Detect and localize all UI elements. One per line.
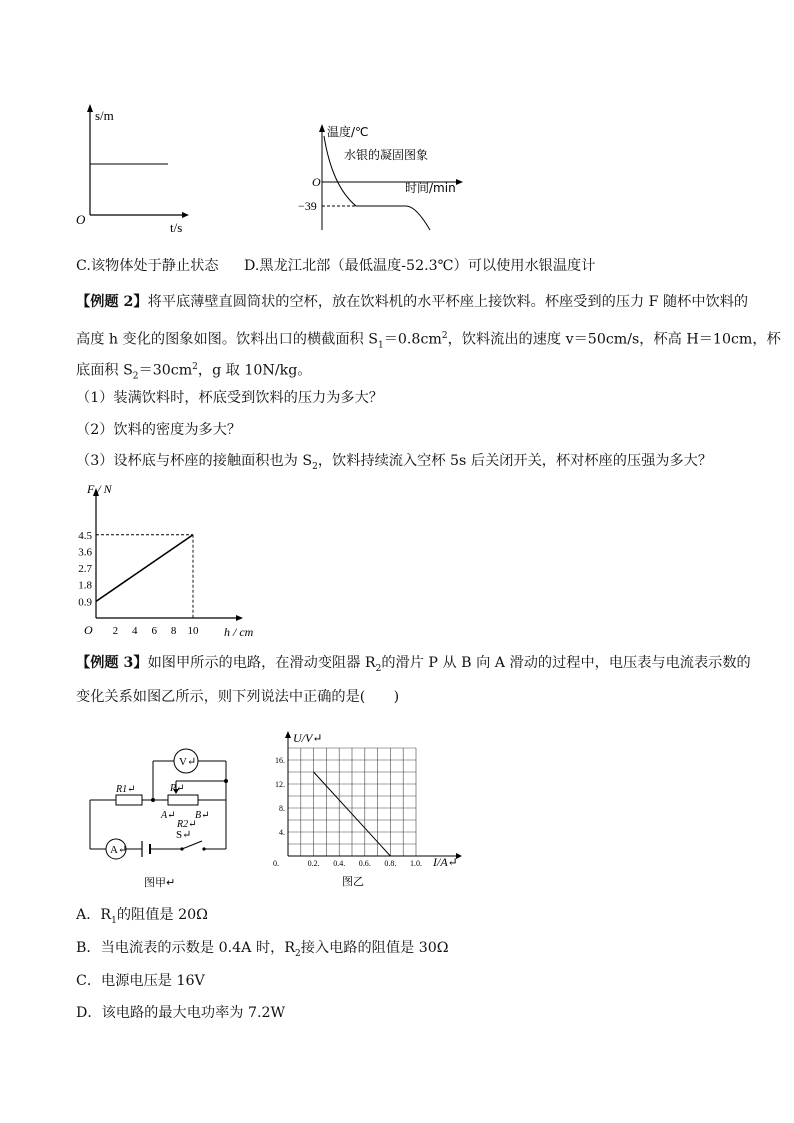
ui-caption: 图乙 bbox=[342, 875, 364, 888]
ui-y-tick: 16. bbox=[275, 756, 285, 765]
example3-line2: 变化关系如图乙所示，则下列说法中正确的是( ) bbox=[76, 689, 400, 705]
p-label: P↵ bbox=[170, 783, 185, 794]
option-b[interactable]: B．当电流表的示数是 0.4A 时，$R_2$接入电路的阻值是 30Ω bbox=[76, 940, 449, 959]
fh-y-tick: 4.5 bbox=[78, 529, 92, 542]
option-c[interactable]: C．电源电压是 16V bbox=[76, 973, 205, 989]
fh-x-label: h / cm bbox=[224, 625, 254, 639]
ui-y-tick: 4. bbox=[279, 828, 285, 837]
chart-voltage-current bbox=[262, 728, 472, 890]
ui-x-tick: 0.8. bbox=[384, 859, 397, 868]
example2-q1: （1）装满饮料时，杯底受到饮料的压力为多大？ bbox=[76, 390, 383, 406]
r1-label: R1↵ bbox=[116, 784, 136, 795]
mercury-caption: 水银的凝固图象 bbox=[344, 148, 429, 162]
switch-label: S↵ bbox=[176, 829, 192, 841]
fh-y-tick: 2.7 bbox=[78, 563, 92, 576]
ui-x-label: I/A↵ bbox=[433, 855, 458, 869]
b-end-label: B↵ bbox=[195, 810, 210, 821]
fh-x-tick: 6 bbox=[151, 625, 157, 637]
st-x-label: t/s bbox=[170, 220, 183, 235]
ui-y-label: U/V↵ bbox=[293, 731, 323, 745]
circuit-diagram bbox=[80, 745, 250, 890]
fh-x-tick: 8 bbox=[170, 625, 177, 637]
graph-st bbox=[70, 100, 200, 240]
ui-x-tick: 1.0. bbox=[410, 859, 422, 868]
mercury-tick: −39 bbox=[298, 199, 317, 213]
example2-q2: （2）饮料的密度为多大？ bbox=[76, 422, 242, 438]
switch[interactable] bbox=[182, 841, 202, 849]
chart-force-height bbox=[78, 480, 278, 642]
st-y-label: s/m bbox=[95, 108, 114, 123]
ui-y-tick: 12. bbox=[275, 780, 285, 789]
option-a[interactable]: A．$R_1$的阻值是 20Ω bbox=[76, 907, 208, 926]
ui-x-tick: 0.6. bbox=[358, 859, 371, 868]
option-d-top: D.黑龙江北部（最低温度-52.3℃）可以使用水银温度计 bbox=[244, 258, 596, 274]
ammeter-label: A↵ bbox=[110, 844, 128, 856]
mercury-origin: O bbox=[312, 175, 321, 189]
r1-resistor bbox=[116, 795, 142, 805]
fh-y-tick: 3.6 bbox=[78, 546, 92, 559]
ui-origin: 0. bbox=[273, 859, 279, 868]
fh-x-tick: 4 bbox=[132, 625, 138, 637]
graph-mercury bbox=[296, 118, 466, 238]
fh-y-label: F / N bbox=[87, 482, 112, 496]
ui-y-tick: 8. bbox=[279, 804, 285, 813]
st-origin: O bbox=[76, 212, 86, 227]
circuit-caption: 图甲↵ bbox=[144, 876, 176, 889]
example2-line2: 高度 h 变化的图象如图。饮料出口的横截面积 $S_1=0.8cm^2$，饮料流出的速度 v＝50cm/s，杯高 H＝10cm，杯 bbox=[76, 331, 781, 351]
fh-data-line bbox=[96, 535, 193, 602]
example3-line1: 【例题 3】如图甲所示的电路，在滑动变阻器 $R_2$的滑片 P 从 B 向 A 滑动的过程中，电压表与电流表示数的 bbox=[76, 655, 751, 674]
example2-tag: 【例题 2】 bbox=[76, 294, 148, 310]
r2-label: R2↵ bbox=[177, 819, 197, 830]
option-c-top: C.该物体处于静止状态 bbox=[76, 258, 219, 274]
mercury-y-label: 温度/℃ bbox=[327, 125, 369, 139]
ui-x-tick: 0.2. bbox=[307, 859, 320, 868]
example2-q3: （3）设杯底与杯座的接触面积也为 $S_2$，饮料持续流入空杯 5s 后关闭开关，杯对杯座的压强为多大？ bbox=[76, 453, 713, 472]
fh-x-tick: 2 bbox=[112, 625, 119, 637]
ui-y-arrow bbox=[285, 731, 291, 738]
fh-y-tick: 0.9 bbox=[78, 596, 92, 609]
fh-x-arrow bbox=[236, 615, 243, 621]
example3-tag: 【例题 3】 bbox=[76, 655, 148, 671]
r2-resistor bbox=[168, 795, 198, 805]
fh-y-tick: 1.8 bbox=[78, 579, 92, 592]
voltmeter-label: V↵ bbox=[179, 756, 197, 768]
a-end-label: A↵ bbox=[161, 810, 176, 821]
mercury-x-label: 时间/min bbox=[405, 181, 456, 195]
example2-line1: 【例题 2】将平底薄壁直圆筒状的空杯，放在饮料机的水平杯座上接饮料。杯座受到的压力 F 随杯中饮料的 bbox=[76, 294, 749, 310]
option-d[interactable]: D．该电路的最大电功率为 7.2W bbox=[76, 1005, 286, 1021]
example2-line3: 底面积 $S_2=30cm^2$，g 取 10N/kg。 bbox=[76, 362, 312, 382]
fh-origin: O bbox=[84, 623, 93, 637]
fh-x-tick: 10 bbox=[187, 625, 199, 637]
ui-x-tick: 0.4. bbox=[333, 859, 346, 868]
